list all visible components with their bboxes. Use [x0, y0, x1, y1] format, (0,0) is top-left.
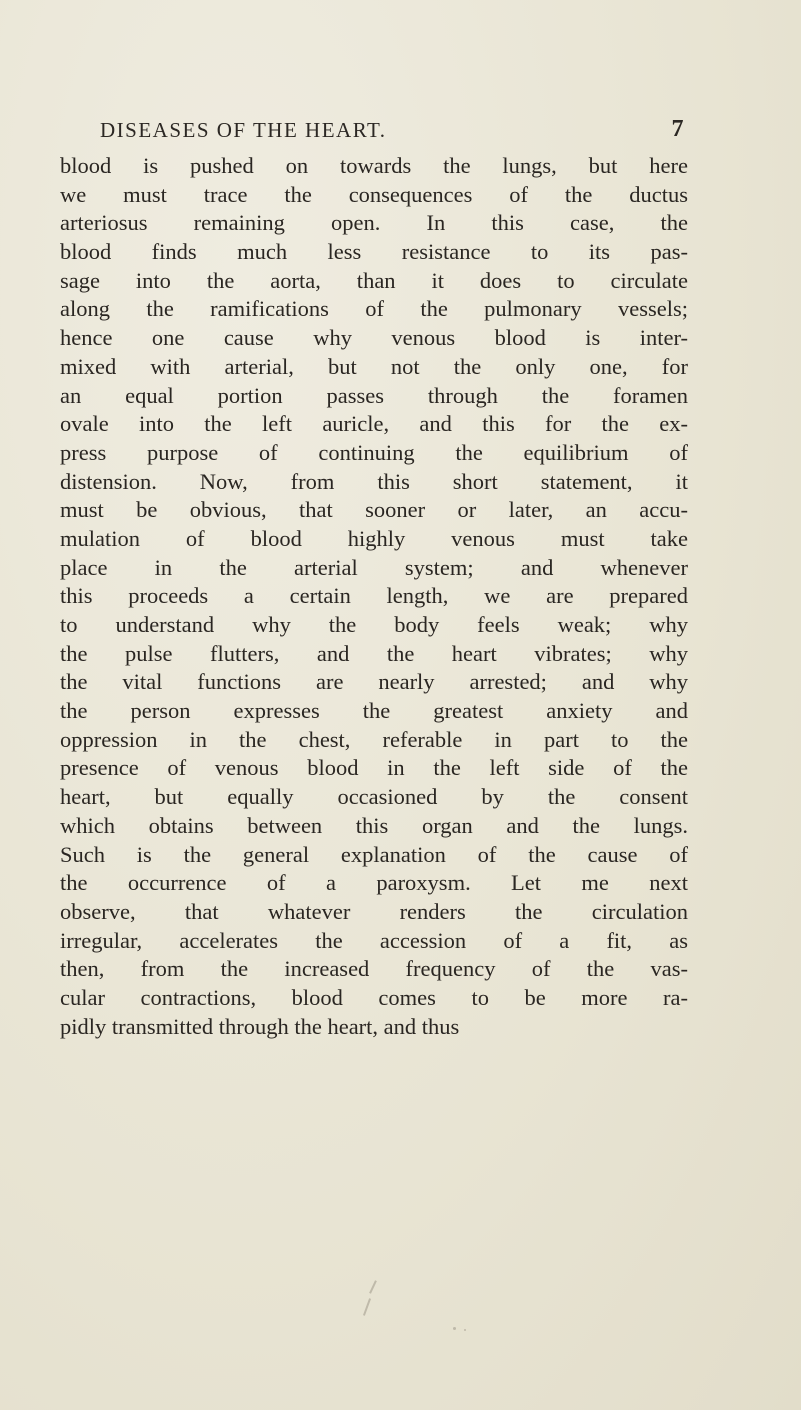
- text-line: to understand why the body feels weak; why: [60, 612, 688, 637]
- text-line: observe, that whatever renders the circulation: [60, 898, 688, 924]
- text-line: an equal portion passes through the foramen: [60, 382, 688, 408]
- text-line: must be obvious, that sooner or later, an accu-: [60, 497, 688, 523]
- running-title: DISEASES OF THE HEART.: [100, 118, 387, 142]
- text-line: cular contractions, blood comes to be more ra-: [60, 984, 688, 1010]
- text-line: oppression in the chest, referable in part to the: [60, 726, 688, 752]
- paper-speck: [369, 1280, 377, 1294]
- text-line: arteriosus remaining open. In this case, the: [60, 210, 688, 236]
- text-line: the pulse flutters, and the heart vibrates; why: [60, 640, 688, 666]
- text-line: mulation of blood highly venous must take: [60, 525, 688, 551]
- text-line: Such is the general explanation of the cause of: [60, 841, 688, 867]
- running-head: [100, 118, 685, 148]
- text-line: the occurrence of a paroxysm. Let me next: [60, 870, 688, 896]
- text-line: press purpose of continuing the equilibrium of: [60, 439, 688, 465]
- text-line: the vital functions are nearly arrested; and why: [60, 669, 688, 695]
- text-line: the person expresses the greatest anxiety and: [60, 698, 688, 724]
- page-number: 7: [671, 116, 685, 142]
- paper-speck: [464, 1329, 466, 1331]
- text-line: pidly transmitted through the heart, and thus: [60, 1013, 460, 1039]
- text-line: presence of venous blood in the left side of the: [60, 755, 688, 781]
- text-line: we must trace the consequences of the ductus: [60, 181, 688, 207]
- paper-speck: [363, 1298, 371, 1316]
- text-line: irregular, accelerates the accession of a fit, as: [60, 927, 688, 953]
- text-line: which obtains between this organ and the lungs.: [60, 812, 688, 838]
- text-line: then, from the increased frequency of the vas-: [60, 956, 688, 982]
- text-line: blood is pushed on towards the lungs, but here: [60, 153, 688, 178]
- text-line: hence one cause why venous blood is inter-: [60, 325, 688, 351]
- text-line: along the ramifications of the pulmonary vessels;: [60, 296, 688, 322]
- text-line: blood finds much less resistance to its pas-: [60, 239, 688, 265]
- body-paragraph: [60, 152, 688, 1041]
- text-line: place in the arterial system; and whenever: [60, 554, 688, 580]
- paper-speck: [453, 1327, 456, 1330]
- text-line: sage into the aorta, than it does to circulate: [60, 267, 688, 293]
- text-line: heart, but equally occasioned by the consent: [60, 784, 688, 810]
- text-line: distension. Now, from this short statement, it: [60, 468, 688, 494]
- text-line: mixed with arterial, but not the only one, for: [60, 353, 688, 379]
- text-line: this proceeds a certain length, we are prepared: [60, 583, 688, 609]
- text-line: ovale into the left auricle, and this for the ex-: [60, 411, 688, 437]
